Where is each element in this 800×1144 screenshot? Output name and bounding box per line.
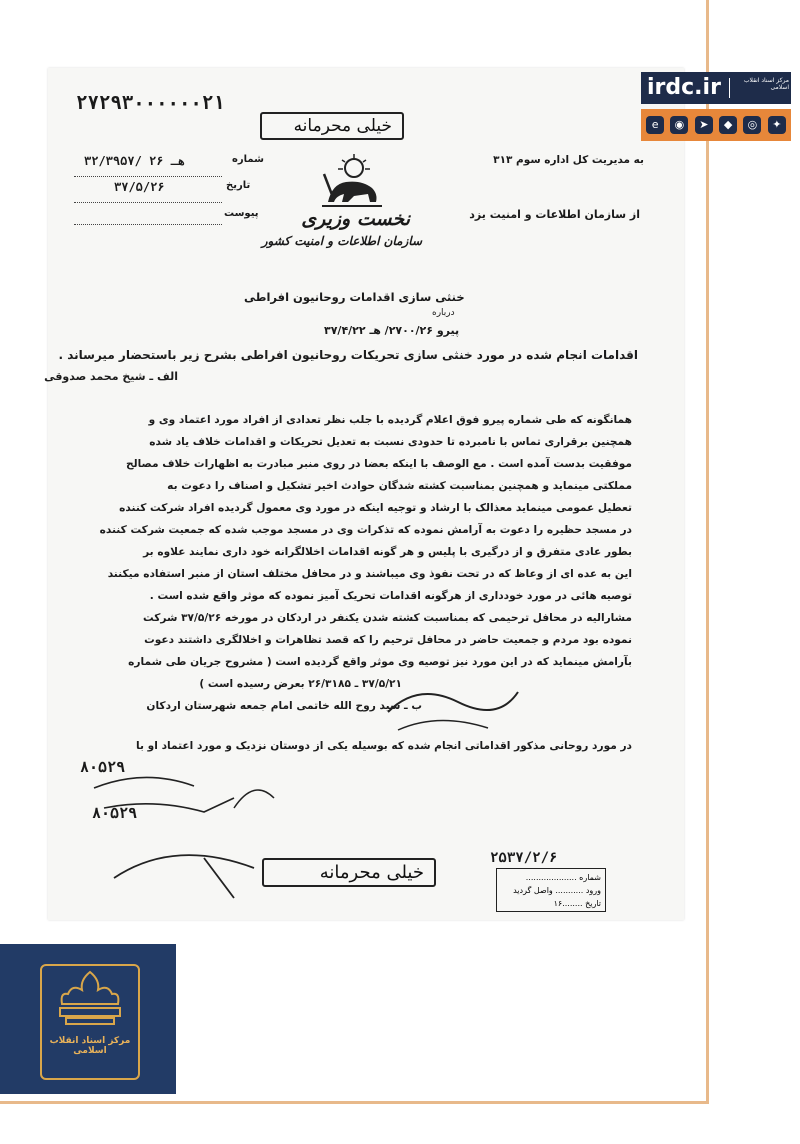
body-line: در مورد روحانی مذکور اقداماتی انجام شده که بوسیله یکی از دوستان نزدیک و مورد اعتماد او با [136,740,632,752]
number-value: ۳۲/۳۹۵۷/ ۲۶ هـ [84,154,186,168]
logo-caption: مرکز اسناد انقلاب اسلامی [49,1036,131,1056]
twitter-icon[interactable]: ✦ [768,116,786,134]
ministry-title: نخست وزیری [301,208,410,230]
reference: پیرو ۲۷۰۰/۲۶/ هـ ۳۷/۴/۲۲ [324,324,460,337]
brand-name: irdc.ir [647,75,721,100]
date-value: ۳۷/۵/۲۶ [114,180,165,194]
attachment-label: پیوست [224,208,259,219]
instagram-icon[interactable]: ◎ [743,116,761,134]
brand-header [641,72,791,104]
body-line: توصیه هائی در مورد خودداری از هرگونه اقدامات تحریک آمیز نموده که موثر واقع شده است . [149,590,632,602]
body-line-intro: اقدامات انجام شده در مورد خنثی سازی تحریکات روحانیون افراطی بشرح زیر باستحضار میرساند . [58,348,638,362]
document-number: ۲۷۲۹۳۰۰۰۰۰۰۲۱ [76,92,225,114]
body-line: تعطیل عمومی مینماید معذالک با ارشاد و توجیه اینکه در مورد وی معمول گردیده افراد شرکت کننده [119,502,632,514]
body-line: بآرامش مینماید که در این مورد نیز توصیه وی موثر واقع گردیده است ( مشروح جریان طی شماره [128,656,632,668]
body-line: ۳۷/۵/۲۱ ـ ۲۶/۳۱۸۵ بعرض رسیده است ) [199,678,402,690]
frame-bottom-border [0,1101,709,1104]
classification-stamp-top: خیلی محرمانه [260,112,404,140]
receipt-line-2: ورود ........... واصل گردید [513,886,601,895]
handwritten-number-2: ۸۰۵۲۹ [92,804,138,822]
body-line: مملکتی مینماید و همچنین بمناسبت کشته شدگان حوادث اخیر تشکیل و اصناف را دعوت به [167,480,632,492]
irdc-brand-block[interactable] [641,72,791,144]
organization-title: سازمان اطلاعات و امنیت کشور [261,234,422,248]
telegram-icon[interactable]: ➤ [695,116,713,134]
body-line: بطور عادی متفرق و از درگیری با پلیس و هر گونه اقدامات اخلالگرانه خود داری نمایند علاوه بر [143,546,632,558]
eitaa-icon[interactable]: e [646,116,664,134]
frame-right-border [706,0,709,1104]
body-line: نموده بود مردم و جمعیت حاضر در محافل ترحیم را که قصد تظاهرات و اخلالگری داشتند دعوت [144,634,632,646]
receipt-line-3: تاریخ ........۱۶ [553,899,601,908]
aparat-icon[interactable]: ◉ [670,116,688,134]
subject: خنثی سازی اقدامات روحانیون افراطی [244,290,465,304]
lion-and-sun-emblem [314,154,388,210]
receipt-stamp [496,868,606,912]
institution-logo-icon [40,964,140,1080]
body-line: موفقیت بدست آمده است . مع الوصف با اینکه بعضا در روی منبر مبادرت به اظهارات خلاف مصالح [125,458,632,470]
date-label: تاریخ [226,180,251,191]
body-line: این به عده ای از وعاظ که در تحت نفوذ وی میباشند و در محافل مختلف استان از منبر استفاده میکنند [107,568,632,580]
document-page [44,68,684,920]
body-line-section-a: الف ـ شیخ محمد صدوقی [44,370,178,383]
number-label: شماره [232,154,264,165]
body-line: مشارالیه در محافل ترحیمی که بمناسبت کشته شدن یکنفر در اردکان در مورخه ۳۷/۵/۲۶ شرکت [143,612,632,624]
handwritten-date: ۲۵۳۷/۲/۶ [490,850,558,866]
attachment-underline [74,224,222,225]
sender: از سازمان اطلاعات و امنیت یزد [469,208,640,221]
body-line: در مسجد حظیره را دعوت به آرامش نموده که تذکرات وی در مسجد موجب شده که جمعیت شرکت کننده [99,524,632,536]
institution-logo-box [0,944,176,1094]
date-separator [74,176,222,177]
subject-label: درباره [432,308,455,318]
brand-tagline: مرکز اسناد انقلاب اسلامی [729,78,789,98]
addressee: به مدیریت کل اداره سوم ۳۱۳ [493,154,644,166]
classification-stamp-bottom: خیلی محرمانه [262,858,436,887]
rubika-icon[interactable]: ◆ [719,116,737,134]
body-line-section-b: ب ـ سید روح الله خاتمی امام جمعه شهرستان اردکان [146,700,422,712]
handwritten-signature [84,768,284,908]
handwritten-marks-center [378,672,528,742]
body-line: همانگونه که طی شماره پیرو فوق اعلام گردیده با جلب نظر تعدادی از افراد مورد اعتماد وی و [148,414,632,426]
body-line: همچنین برقراری تماس با نامبرده تا حدودی نسبت به تعدیل تحریکات و اقدامات خلاف یاد شده [149,436,632,448]
handwritten-number-1: ۸۰۵۲۹ [80,758,126,776]
attachment-separator [74,202,222,203]
receipt-line-1: شماره .................... [525,873,601,882]
social-icons-bar [641,109,791,141]
